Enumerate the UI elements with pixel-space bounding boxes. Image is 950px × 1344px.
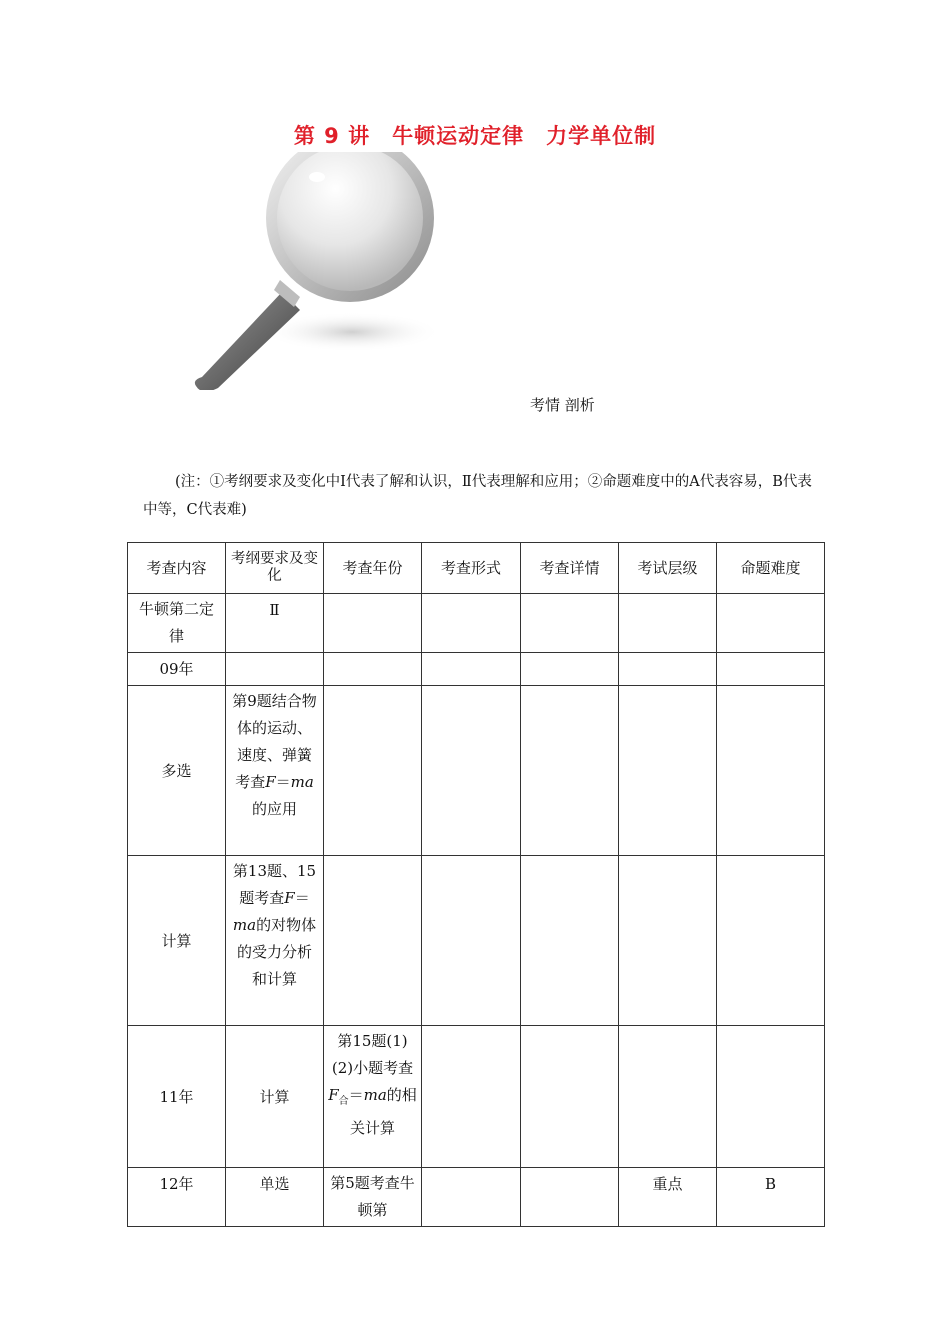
table-cell — [324, 653, 422, 686]
formula-f: F — [265, 773, 276, 791]
table-cell — [521, 1168, 619, 1227]
table-row — [128, 653, 825, 686]
magnifier-illustration — [182, 152, 442, 390]
table-cell — [324, 856, 422, 1026]
cell-text: 的应用 — [251, 800, 297, 818]
table-header-row — [128, 543, 825, 594]
table-cell: B — [717, 1168, 825, 1227]
table-cell — [226, 686, 324, 856]
formula-ma: ma — [363, 1086, 387, 1104]
table-cell — [324, 1026, 422, 1168]
table-cell — [422, 594, 521, 653]
formula-ma: ma — [290, 773, 314, 791]
table-row — [128, 1168, 825, 1227]
table-cell — [717, 1026, 825, 1168]
table-cell — [717, 856, 825, 1026]
table-cell — [226, 856, 324, 1026]
table-cell: 单选 — [226, 1168, 324, 1227]
table-cell — [619, 686, 717, 856]
table-cell: Ⅱ — [226, 594, 324, 653]
table-cell — [324, 686, 422, 856]
formula-f: F — [328, 1086, 339, 1104]
cell-text: 的相关计算 — [349, 1086, 417, 1137]
table-cell — [717, 653, 825, 686]
formula-equals: ＝ — [294, 889, 310, 907]
table-cell — [619, 594, 717, 653]
cell-text: 第9题结合物体的运动、速度、弹簧考查 — [232, 692, 317, 791]
table-cell — [422, 686, 521, 856]
lesson-title: 第 9 讲 牛顿运动定律 力学单位制 — [293, 124, 657, 148]
table-cell — [422, 856, 521, 1026]
table-cell — [619, 856, 717, 1026]
table-cell — [619, 1026, 717, 1168]
section-subtitle: 考情 剖析 — [530, 396, 595, 414]
formula-equals: ＝ — [275, 773, 291, 791]
table-cell — [226, 653, 324, 686]
table-cell — [324, 594, 422, 653]
table-cell — [717, 686, 825, 856]
table-cell: 计算 — [226, 1026, 324, 1168]
table-cell: 计算 — [128, 856, 226, 1026]
table-cell — [422, 1168, 521, 1227]
cell-text: 第15题(1)(2)小题考查 — [331, 1032, 414, 1077]
header-cell: 命题难度 — [717, 543, 825, 594]
header-cell: 考查年份 — [324, 543, 422, 594]
table-row — [128, 1026, 825, 1168]
exam-analysis-table — [127, 542, 825, 1227]
cell-text: 第13题、15题考查 — [232, 862, 317, 907]
note-paragraph: (注：①考纲要求及变化中Ⅰ代表了解和认识，Ⅱ代表理解和应用；②命题难度中的A代表容易，B代表中等，C代表难) — [143, 474, 812, 518]
cell-text: 的对物体的受力分析和计算 — [236, 916, 317, 988]
header-cell: 考试层级 — [619, 543, 717, 594]
table-cell — [422, 653, 521, 686]
table-cell — [521, 594, 619, 653]
table-cell — [521, 1026, 619, 1168]
table-cell — [521, 856, 619, 1026]
header-cell: 考纲要求及变化 — [226, 543, 324, 594]
table-row — [128, 594, 825, 653]
table-cell — [619, 653, 717, 686]
table-cell: 11年 — [128, 1026, 226, 1168]
table-cell: 牛顿第二定律 — [128, 594, 226, 653]
formula-ma: ma — [232, 916, 257, 934]
table-cell: 12年 — [128, 1168, 226, 1227]
header-cell: 考查内容 — [128, 543, 226, 594]
header-cell: 考查详情 — [521, 543, 619, 594]
table-cell — [717, 594, 825, 653]
table-cell: 09年 — [128, 653, 226, 686]
header-cell: 考查形式 — [422, 543, 521, 594]
table-cell — [521, 653, 619, 686]
formula-equals: ＝ — [348, 1086, 364, 1104]
table-cell: 第5题考查牛顿第 — [324, 1168, 422, 1227]
formula-subscript: 合 — [338, 1096, 349, 1107]
table-cell — [521, 686, 619, 856]
table-cell — [422, 1026, 521, 1168]
table-row — [128, 686, 825, 856]
formula-f: F — [284, 889, 295, 907]
table-cell: 多选 — [128, 686, 226, 856]
table-row — [128, 856, 825, 1026]
table-cell: 重点 — [619, 1168, 717, 1227]
